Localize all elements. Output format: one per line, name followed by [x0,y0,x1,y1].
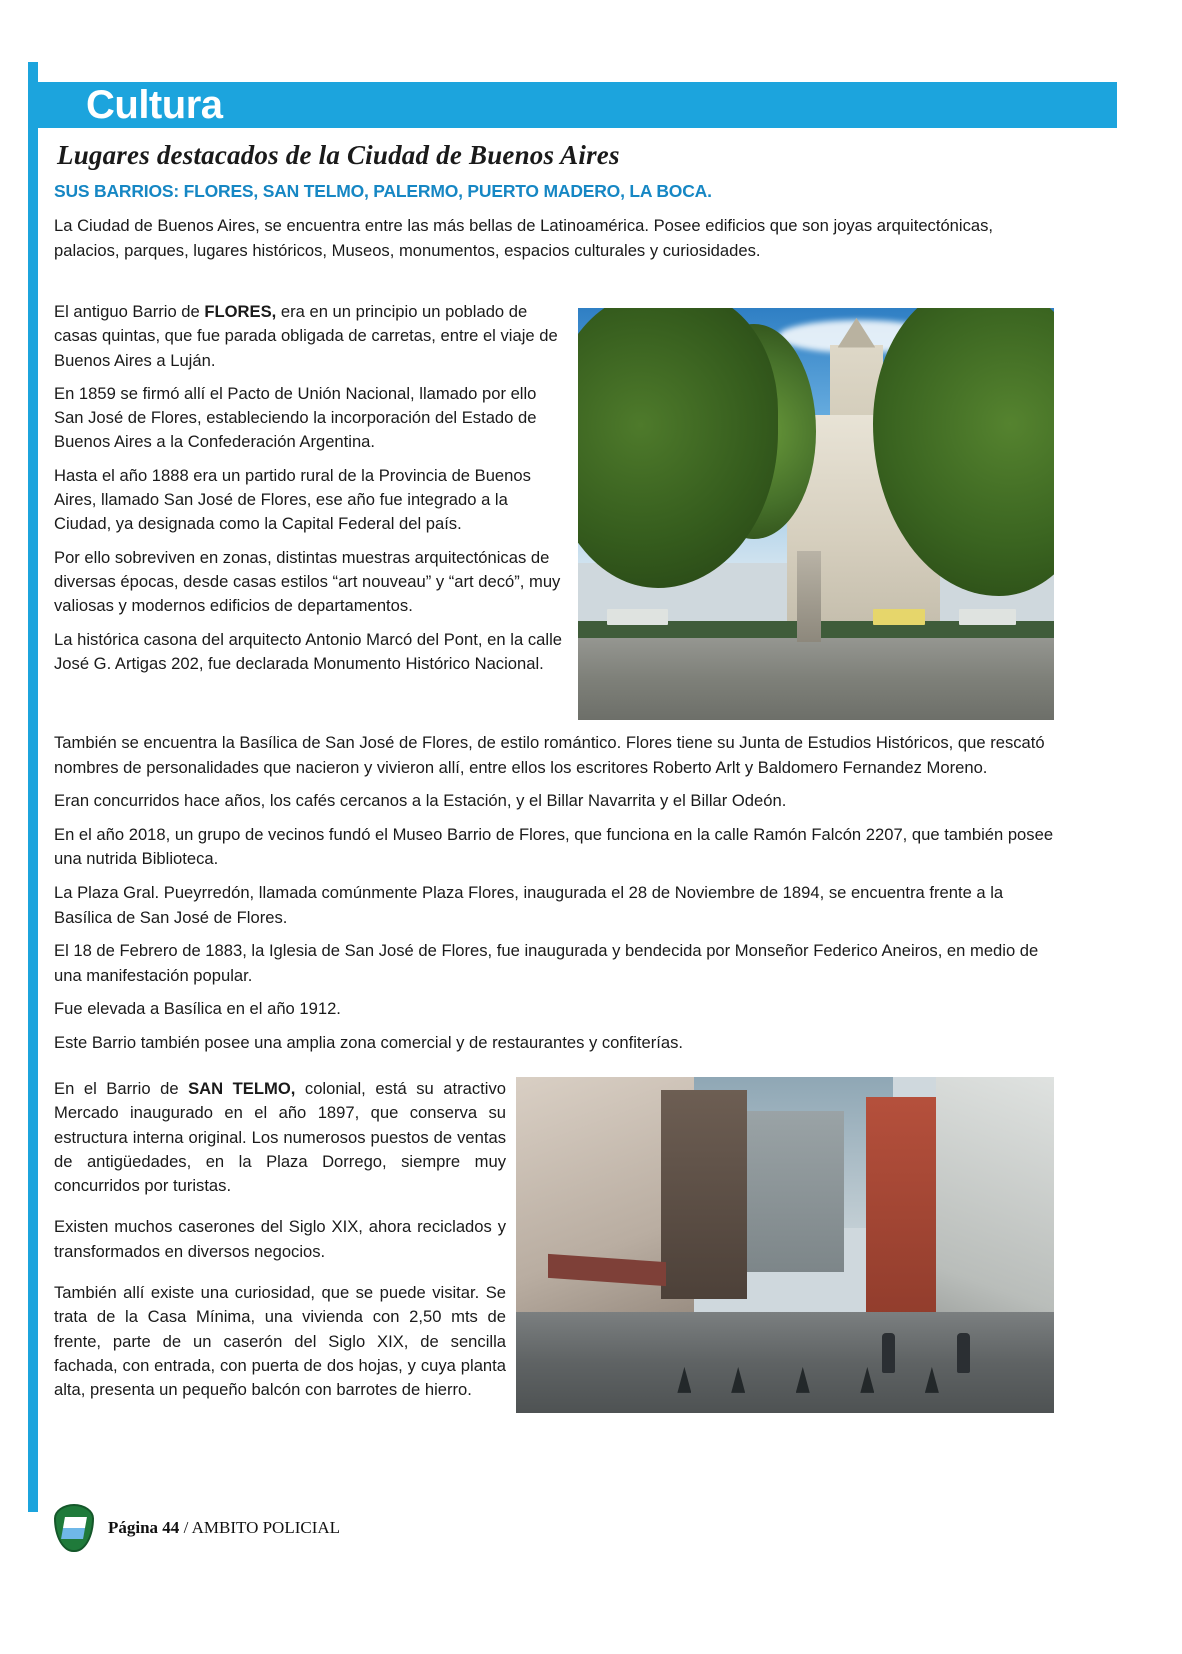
flores-p1-post: era en un principio un poblado de casas quintas, que fue parada obligada de carretas, entre el viaje de Buenos Aires a Luján. [54,302,558,370]
photo-san-telmo-street [516,1077,1054,1413]
flores-column [54,300,562,685]
pedestrian-figure [957,1333,970,1373]
section-subtitle: SUS BARRIOS: FLORES, SAN TELMO, PALERMO, PUERTO MADERO, LA BOCA. [54,181,712,201]
page-accent-bar [28,62,38,1512]
paragraph-santelmo-3: También allí existe una curiosidad, que se puede visitar. Se trata de la Casa Mínima, una vivienda con 2,50 mts de frente, parte de un caserón del Siglo XIX, de sencilla fachada, con entrada, con puerta de dos hojas, y cuya planta alta, presenta un pequeño balcón con barrotes de hierro. [54,1283,506,1400]
intro-paragraph: La Ciudad de Buenos Aires, se encuentra entre las más bellas de Latinoamérica. Posee edificios que son joyas arquitectónicas, palacios, parques, lugares históricos, Museos, monumentos, espacios culturales y curiosidades. [54,216,994,260]
santelmo-column [54,1077,506,1420]
paragraph-flores-10: El 18 de Febrero de 1883, la Iglesia de San José de Flores, fue inaugurada y bendecida por Monseñor Federico Aneiros, en medio de una manifestación popular. [54,941,1039,985]
photo-basilica-flores [578,308,1054,720]
cobblestone-street [516,1312,1054,1413]
paragraph-flores-3: Hasta el año 1888 era un partido rural de la Provincia de Buenos Aires, llamado San José de Flores, ese año fue integrado a la Ciudad, ya designada como la Capital Federal del país. [54,465,531,534]
vehicle-shape [959,609,1016,625]
plaza-ground [578,629,1054,720]
footer-logo [48,1500,96,1554]
paragraph-flores-1 [54,300,562,373]
flores-keyword: FLORES, [204,302,277,321]
santelmo-p1-post: colonial, está su atractivo Mercado inaugurado en el año 1897, que conserva su estructura interna original. Los numerosos puestos de ventas de antigüedades, en la Plaza Dorrego, siempre muy concurridos por turistas. [54,1079,507,1196]
flores-p1-pre: El antiguo Barrio de [54,302,205,321]
paragraph-santelmo-1 [54,1077,506,1198]
section-title: Lugares destacados de la Ciudad de Buenos Aires [57,140,620,170]
paragraph-flores-2: En 1859 se firmó allí el Pacto de Unión Nacional, llamado por ello San José de Flores, estableciendo la incorporación del Estado de Buenos Aires a la Confederación Argentina. [54,383,537,452]
paragraph-flores-11: Fue elevada a Basílica en el año 1912. [54,999,341,1019]
pedestrian-figure [882,1333,895,1373]
flores-fullwidth-block [54,731,1054,1065]
building-left-dark [661,1090,747,1298]
paragraph-flores-12: Este Barrio también posee una amplia zona comercial y de restaurantes y confiterías. [54,1032,684,1052]
paragraph-santelmo-2: Existen muchos caserones del Siglo XIX, ahora reciclados y transformados en diversos negocios. [54,1217,506,1261]
building-far [742,1111,844,1272]
paragraph-flores-7: Eran concurridos hace años, los cafés cercanos a la Estación, y el Billar Navarrita y el Billar Odeón. [54,791,787,811]
paragraph-flores-6: También se encuentra la Basílica de San José de Flores, de estilo romántico. Flores tiene su Junta de Estudios Históricos, que rescató nombres de personalidades que nacieron y vivieron allí, entre ellos los escritores Roberto Arlt y Baldomero Fernandez Moreno. [54,733,1045,777]
vehicle-shape [607,609,669,625]
footer-text [108,1518,340,1538]
paragraph-flores-8: En el año 2018, un grupo de vecinos fundó el Museo Barrio de Flores, que funciona en la calle Ramón Falcón 2207, que también posee una nutrida Biblioteca. [54,824,1054,869]
page-number: Página 44 [108,1518,180,1537]
vehicle-shape [873,609,925,625]
page-title: Cultura [86,83,223,127]
paragraph-flores-5: La histórica casona del arquitecto Antonio Marcó del Pont, en la calle José G. Artigas 202, fue declarada Monumento Histórico Nacional. [54,629,562,673]
plaza-monument [797,551,821,642]
santelmo-p1-pre: En el Barrio de [54,1079,189,1098]
paragraph-flores-4: Por ello sobreviven en zonas, distintas muestras arquitectónicas de diversas épocas, desde casas estilos “art nouveau” y “art decó”, muy valiosas y modernos edificios de departamentos. [54,547,561,616]
santelmo-keyword: SAN TELMO, [188,1079,296,1098]
publication-name: / AMBITO POLICIAL [179,1518,341,1537]
paragraph-flores-9: La Plaza Gral. Pueyrredón, llamada comúnmente Plaza Flores, inaugurada el 28 de Noviembre de 1894, se encuentra frente a la Basílica de San José de Flores. [54,882,1004,927]
shield-icon [54,1504,94,1552]
